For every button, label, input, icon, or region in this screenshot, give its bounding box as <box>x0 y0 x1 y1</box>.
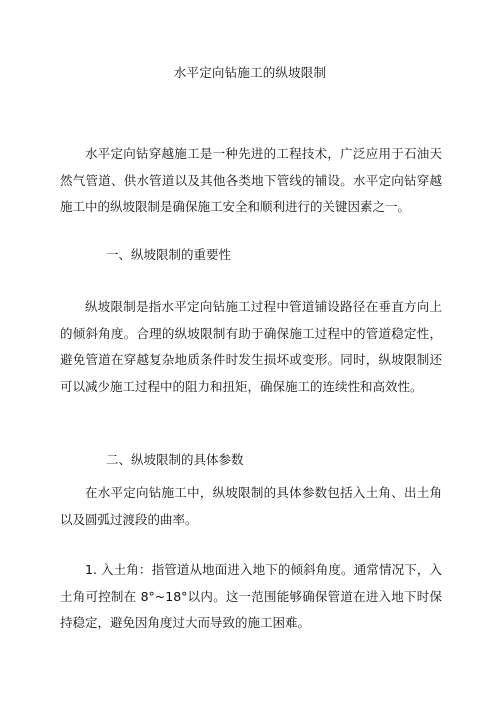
intro-paragraph: 水平定向钻穿越施工是一种先进的工程技术，广泛应用于石油天然气管道、供水管道以及其他各类地下管线的铺设。水平定向钻穿越施工中的纵坡限制是确保施工安全和顺利进行的关键因素之一。 <box>60 146 442 215</box>
list-item-entry-angle: 1. 入土角：指管道从地面进入地下的倾斜角度。通常情况下，入土角可控制在 8°~18°以内。这一范围能够确保管道在进入地下时保持稳定，避免因角度过大而导致的施工困难。 <box>60 562 442 631</box>
section-body-parameters: 在水平定向钻施工中，纵坡限制的具体参数包括入土角、出土角以及圆弧过渡段的曲率。 <box>60 485 442 527</box>
section-heading-importance: 一、纵坡限制的重要性 <box>106 247 232 262</box>
document-title: 水平定向钻施工的纵坡限制 <box>173 65 327 80</box>
section-heading-parameters: 二、纵坡限制的具体参数 <box>106 452 244 467</box>
section-body-importance: 纵坡限制是指水平定向钻施工过程中管道铺设路径在垂直方向上的倾斜角度。合理的纵坡限制有助于确保施工过程中的管道稳定性，避免管道在穿越复杂地质条件时发生损坏或变形。同时，纵坡限制还可以减少施工过程中的阻力和扭矩，确保施工的连续性和高效性。 <box>60 299 442 394</box>
